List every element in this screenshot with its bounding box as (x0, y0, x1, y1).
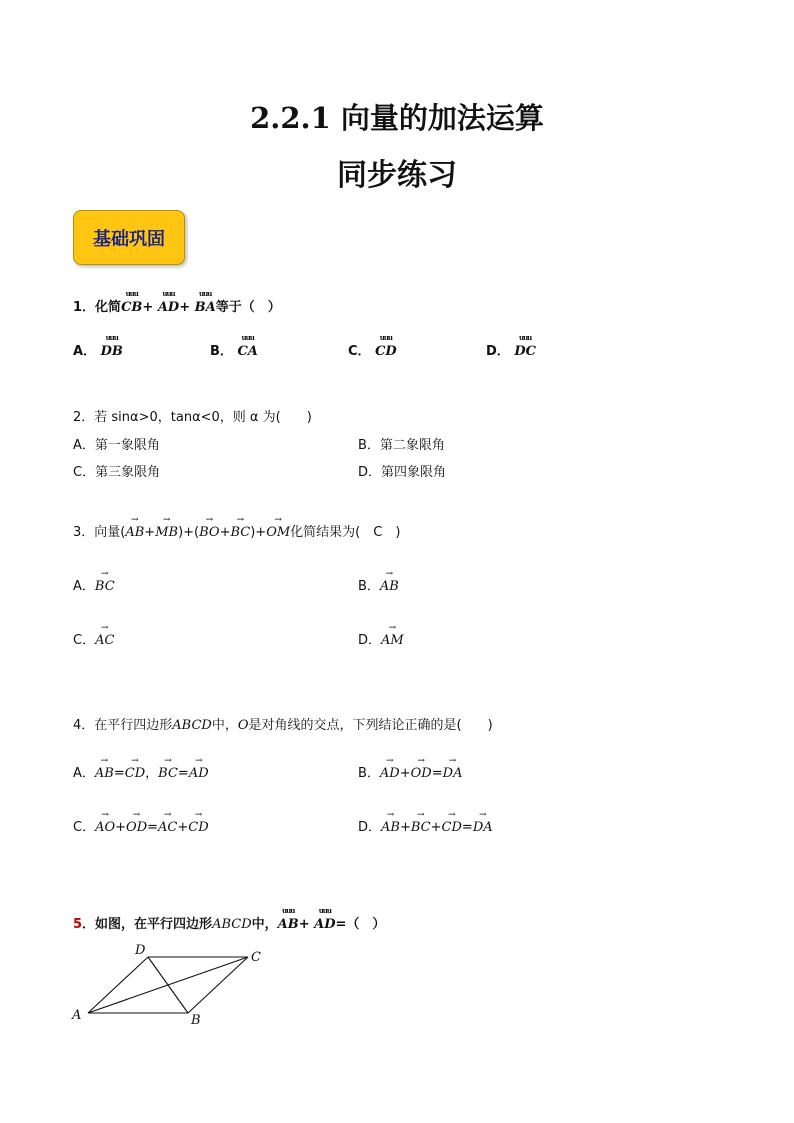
section-badge (73, 210, 185, 265)
question-1-stem: 1．化简uuu CB+ uuu AD+ uuu BA等于（ ） (73, 296, 281, 315)
vector-ba: uuu BA (195, 300, 216, 315)
question-2-option-c[interactable]: C．第三象限角 (73, 465, 161, 480)
question-1-option-a[interactable]: A． uuu DB (73, 340, 123, 359)
question-4-option-b[interactable]: B．→ AD+→ OD=→ DA (358, 762, 462, 781)
vector-ab: uuu AB (278, 917, 299, 932)
section-badge-label: 基础巩固 (93, 229, 165, 250)
question-3-option-d[interactable]: D．→ AM (358, 629, 404, 648)
question-2-option-a[interactable]: A．第一象限角 (73, 438, 160, 453)
question-4-option-d[interactable]: D．→ AB+→ BC+→ CD=→ DA (358, 816, 493, 835)
question-3-option-a[interactable]: A．→ BC (73, 575, 115, 594)
question-4-stem: 4．在平行四边形ABCD中，O是对角线的交点，下列结论正确的是( ) (73, 718, 493, 733)
vertex-label-d: D (135, 943, 146, 958)
vector-ad: uuu AD (314, 917, 335, 932)
page-subtitle: 同步练习 (337, 158, 457, 193)
vector-cb: uuu CB (121, 300, 142, 315)
question-1-option-d[interactable]: D． uuu DC (486, 340, 536, 359)
parallelogram-figure (60, 938, 290, 1038)
question-4-option-c[interactable]: C．→ AO+→ OD=→ AC+→ CD (73, 816, 209, 835)
vertex-label-b: B (191, 1013, 201, 1028)
vector-ad: uuu AD (158, 300, 179, 315)
question-3-option-c[interactable]: C．→ AC (73, 629, 114, 648)
edge-da (88, 957, 148, 1013)
question-2-option-d[interactable]: D．第四象限角 (358, 465, 447, 480)
question-5-stem: 5．如图，在平行四边形ABCD中，uuu AB+ uuu AD=（ ） (73, 913, 385, 932)
edge-bc (188, 957, 248, 1013)
vertex-label-c: C (251, 950, 261, 965)
diagonal-bd (148, 957, 188, 1013)
vertex-label-a: A (72, 1008, 82, 1023)
question-1-option-b[interactable]: B． uuu CA (210, 340, 258, 359)
question-2-option-b[interactable]: B．第二象限角 (358, 438, 445, 453)
question-2-stem: 2．若 sinα>0，tanα<0，则 α 为( ) (73, 410, 312, 425)
question-1-option-c[interactable]: C． uuu CD (348, 340, 397, 359)
page-title: 2.2.1 向量的加法运算 (250, 101, 544, 135)
question-3-option-b[interactable]: B．→ AB (358, 575, 399, 594)
question-3-stem: 3．向量(→ AB+→ MB)+(→ BO+→ BC)+→ OM化简结果为( C ) (73, 521, 400, 540)
question-4-option-a[interactable]: A．→ AB=→ CD，→ BC=→ AD (73, 762, 209, 781)
